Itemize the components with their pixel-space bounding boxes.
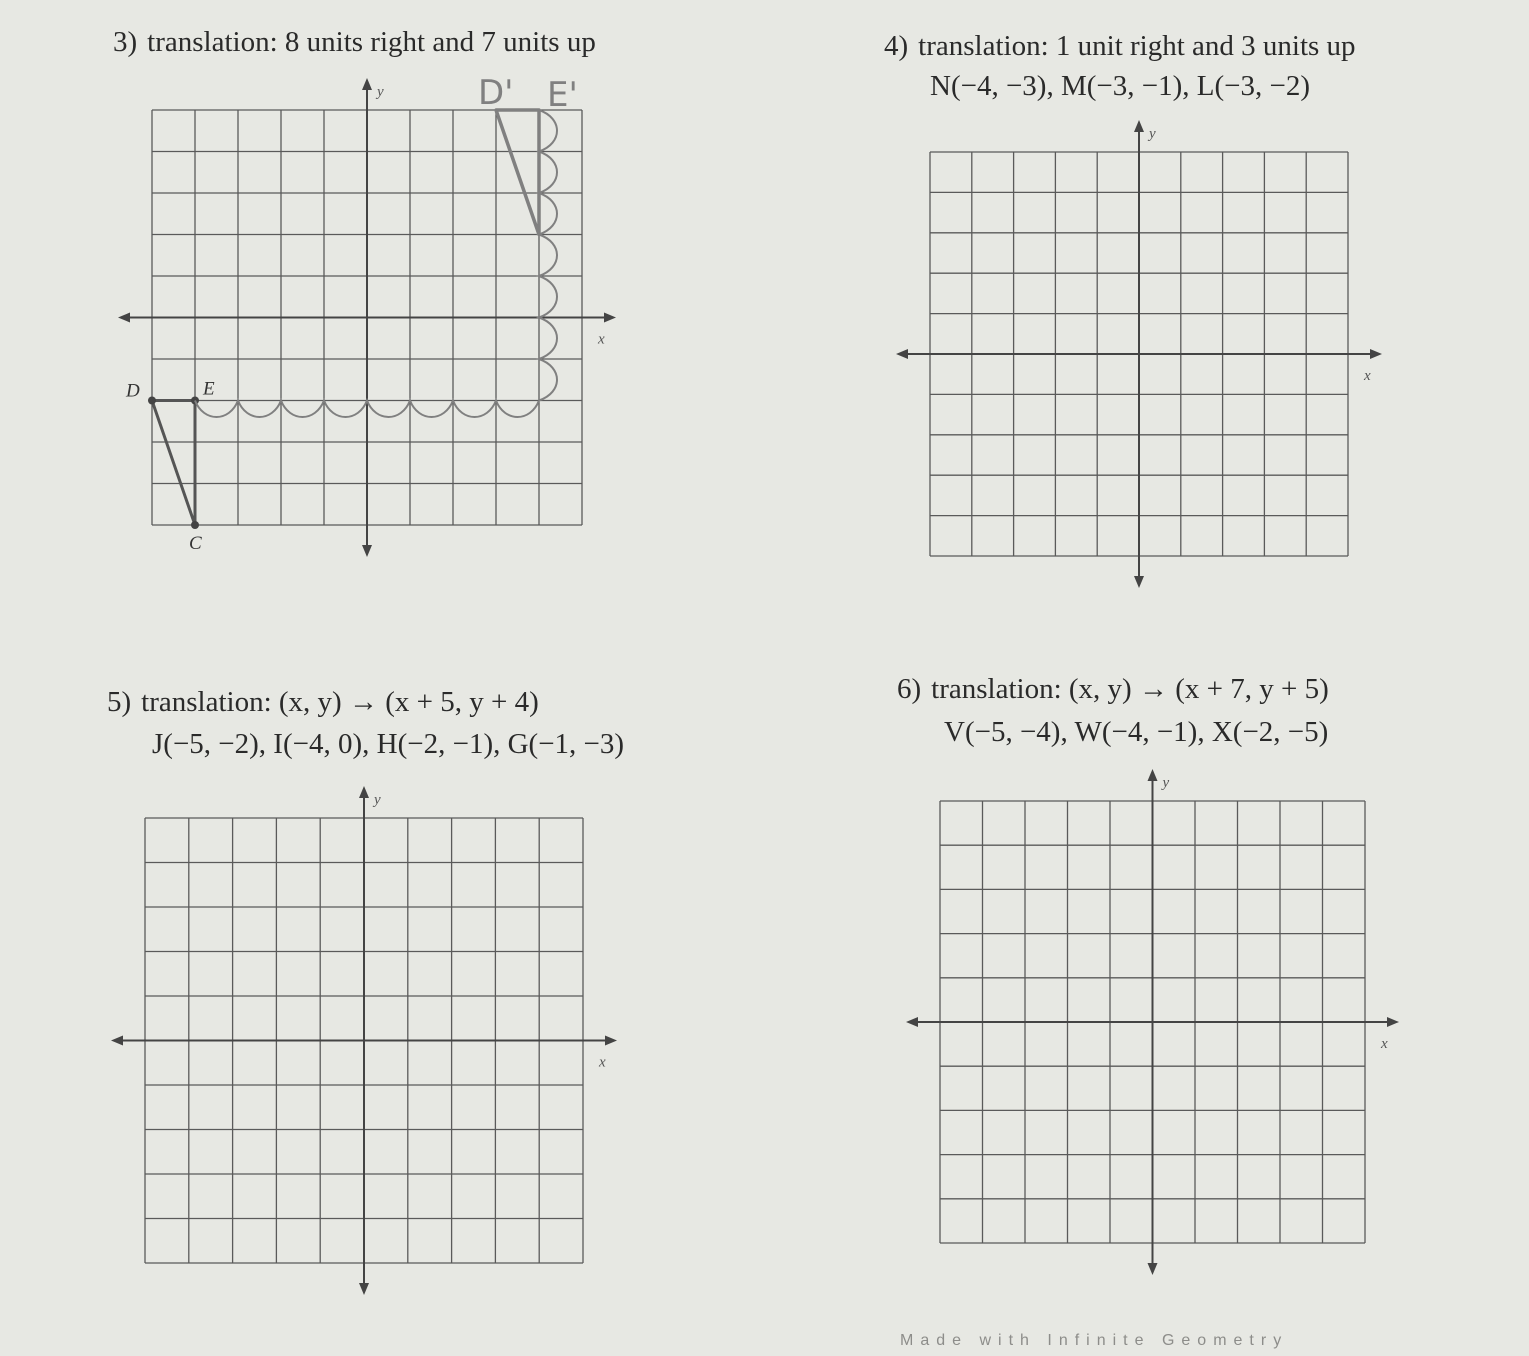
y-axis-label: y — [1149, 126, 1156, 142]
problem-6-heading — [897, 673, 1329, 706]
y-axis-label: y — [374, 792, 381, 808]
x-axis-label: x — [1364, 368, 1371, 384]
problem-number: 4) — [884, 30, 909, 62]
handwritten-e-prime: E' — [547, 75, 578, 115]
x-axis-arrow-left — [118, 313, 130, 323]
x-axis-label: x — [598, 331, 605, 348]
x-axis-arrow-right — [604, 313, 616, 323]
x-axis-arrow-right — [1370, 349, 1382, 359]
triangle-outline — [152, 401, 195, 526]
vertex-label: C — [189, 533, 202, 554]
x-axis-arrow-right — [605, 1036, 617, 1046]
problem-4-coordinates: N(−4, −3), M(−3, −1), L(−3, −2) — [930, 70, 1311, 102]
x-axis-arrow-left — [896, 349, 908, 359]
vertical-count-loops — [539, 110, 557, 401]
problem-number: 5) — [107, 686, 132, 718]
problem-4-heading — [884, 30, 1356, 63]
y-axis-arrow-down — [1134, 576, 1144, 588]
problem-number: 6) — [897, 673, 922, 705]
y-axis-arrow-down — [362, 545, 372, 557]
y-axis-arrow-down — [359, 1283, 369, 1295]
problem-5-heading — [107, 686, 539, 719]
y-axis-arrow-up — [1134, 120, 1144, 132]
handwritten-d-prime: D' — [478, 73, 514, 113]
y-axis-arrow-up — [1148, 769, 1158, 781]
x-axis-arrow-right — [1387, 1017, 1399, 1027]
translated-triangle-outline — [496, 110, 539, 235]
coordinate-grid — [906, 769, 1399, 1275]
problem-title: translation: (x, y) → (x + 5, y + 4) — [141, 686, 539, 718]
vertex-label: E — [203, 378, 215, 400]
problem-number: 3) — [113, 26, 138, 58]
triangle-cde — [125, 379, 215, 555]
handwritten-counting-loops — [195, 110, 557, 417]
vertex-label: D — [126, 380, 140, 402]
y-axis-arrow-up — [359, 786, 369, 798]
footer-credit: Made with Infinite Geometry — [900, 1332, 1289, 1349]
y-axis-label: y — [1162, 775, 1170, 791]
coordinate-grid — [111, 786, 617, 1295]
problem-title: translation: 1 unit right and 3 units up — [918, 30, 1356, 62]
translated-triangle-sketch — [478, 73, 578, 235]
x-axis-label: x — [1381, 1036, 1388, 1052]
vertex-point — [191, 521, 199, 529]
y-axis-arrow-down — [1148, 1263, 1158, 1275]
problem-title: translation: 8 units right and 7 units up — [147, 26, 596, 58]
problem-6-coordinates: V(−5, −4), W(−4, −1), X(−2, −5) — [944, 716, 1329, 748]
problem-5-coordinates: J(−5, −2), I(−4, 0), H(−2, −1), G(−1, −3) — [152, 728, 625, 760]
coordinate-grid — [896, 120, 1382, 588]
vertex-point — [148, 397, 156, 405]
x-axis-label: x — [599, 1054, 606, 1071]
y-axis-label: y — [377, 84, 384, 100]
y-axis-arrow-up — [362, 78, 372, 90]
x-axis-arrow-left — [906, 1017, 918, 1027]
x-axis-arrow-left — [111, 1036, 123, 1046]
problem-title: translation: (x, y) → (x + 7, y + 5) — [931, 673, 1329, 705]
